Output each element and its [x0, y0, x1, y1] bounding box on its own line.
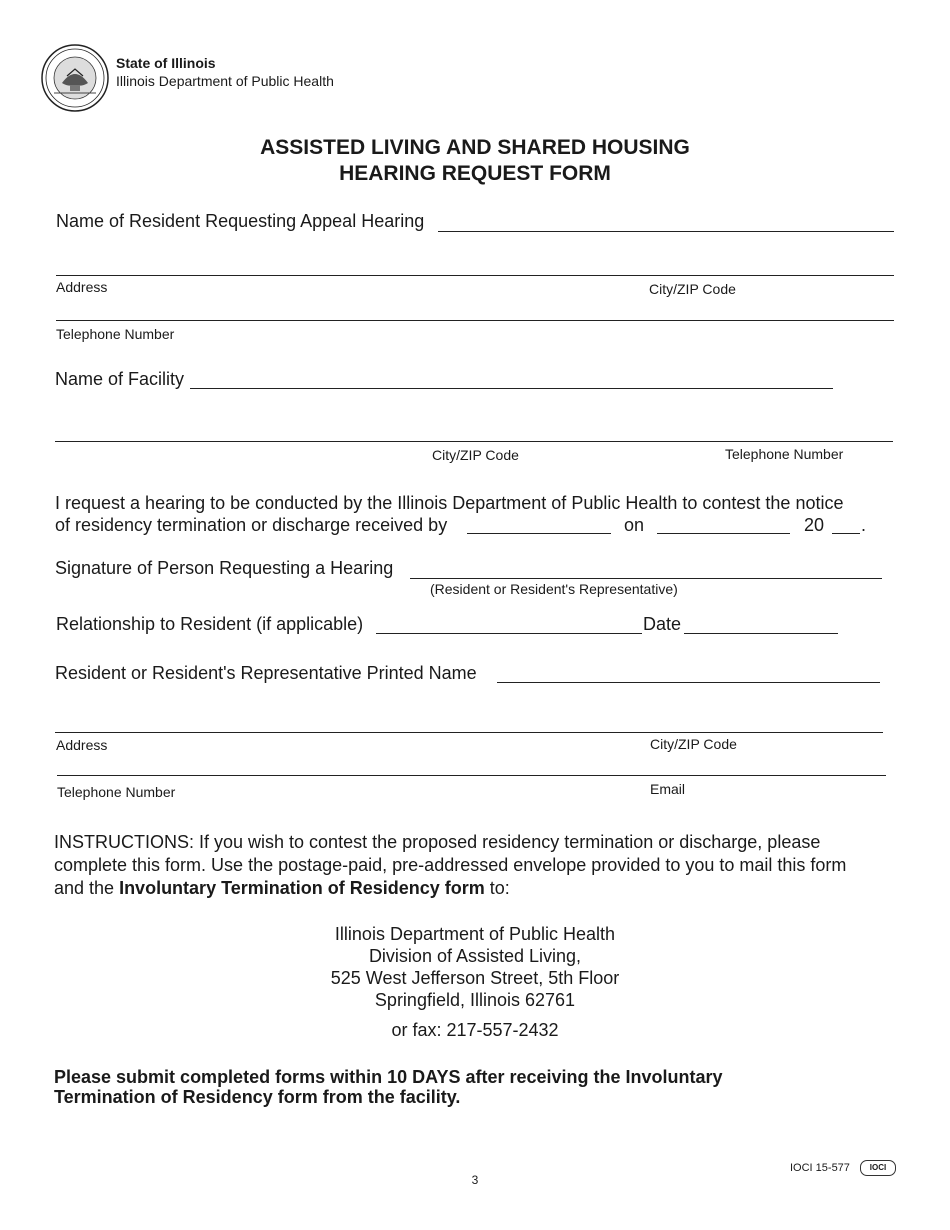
page-number: 3 — [471, 1173, 479, 1187]
rep-cityzip-label: City/ZIP Code — [650, 736, 737, 752]
form-title-line1: ASSISTED LIVING AND SHARED HOUSING — [260, 136, 690, 159]
request-year-prefix: 20 — [804, 515, 825, 535]
received-year-field[interactable] — [832, 533, 860, 534]
rep-phone-field[interactable] — [57, 775, 886, 776]
resident-cityzip-label: City/ZIP Code — [649, 281, 736, 297]
facility-name-label: Name of Facility — [55, 369, 185, 389]
facility-address-field[interactable] — [55, 441, 893, 442]
instructions-text1: : If you wish to contest the proposed residency termination or discharge, please — [189, 832, 821, 852]
signature-field[interactable] — [410, 578, 882, 579]
instructions-line2: complete this form. Use the postage-paid, pre-addressed envelope provided to you to mail this form — [54, 855, 847, 875]
mailing-fax: or fax: 217-557-2432 — [391, 1020, 559, 1040]
printer-mark-icon: IOCI — [860, 1160, 896, 1176]
received-date-field[interactable] — [657, 533, 790, 534]
resident-address-field[interactable] — [56, 275, 894, 276]
form-code: IOCI 15-577 — [790, 1162, 850, 1174]
request-on: on — [624, 515, 645, 535]
printed-name-label: Resident or Resident's Representative Printed Name — [55, 663, 477, 683]
header-state: State of Illinois — [116, 55, 216, 71]
date-field[interactable] — [684, 633, 838, 634]
resident-name-field[interactable] — [438, 231, 894, 232]
instructions-text3a: and the — [54, 878, 120, 898]
signature-sublabel: (Resident or Resident's Representative) — [430, 581, 678, 597]
printed-name-field[interactable] — [497, 682, 880, 683]
mailing-line4: Springfield, Illinois 62761 — [374, 990, 576, 1010]
rep-phone-label: Telephone Number — [57, 784, 176, 800]
rep-email-label: Email — [650, 781, 686, 797]
instructions-form-name: Involuntary Termination of Residency form — [119, 878, 485, 898]
signature-label: Signature of Person Requesting a Hearing — [55, 558, 394, 578]
request-text-line1: I request a hearing to be conducted by the Illinois Department of Public Health to contest the notice — [55, 493, 844, 513]
mailing-line2: Division of Assisted Living, — [368, 946, 582, 966]
facility-phone-label: Telephone Number — [725, 446, 844, 462]
resident-address-label: Address — [56, 279, 108, 295]
form-title-line2: HEARING REQUEST FORM — [339, 162, 611, 185]
header-department: Illinois Department of Public Health — [116, 73, 334, 89]
instructions-heading: INSTRUCTIONS — [54, 832, 189, 852]
state-seal — [40, 43, 110, 113]
resident-phone-field[interactable] — [56, 320, 894, 321]
instructions-text3b: to: — [484, 878, 510, 898]
request-text-line2: of residency termination or discharge received by — [55, 515, 448, 535]
rep-address-field[interactable] — [55, 732, 883, 733]
relationship-label: Relationship to Resident (if applicable) — [56, 614, 364, 634]
resident-phone-label: Telephone Number — [56, 326, 175, 342]
mailing-line1: Illinois Department of Public Health — [334, 924, 616, 944]
seal-icon — [40, 43, 110, 113]
instructions-line3 — [54, 877, 510, 900]
mailing-line3: 525 West Jefferson Street, 5th Floor — [330, 968, 620, 988]
resident-name-label: Name of Resident Requesting Appeal Hearing — [56, 211, 425, 231]
deadline-line2: Termination of Residency form from the facility. — [54, 1087, 461, 1107]
date-label: Date — [643, 614, 682, 634]
facility-cityzip-label: City/ZIP Code — [432, 447, 519, 463]
request-period: . — [861, 515, 867, 535]
rep-address-label: Address — [56, 737, 108, 753]
instructions-line1 — [54, 831, 820, 854]
deadline-line1: Please submit completed forms within 10 DAYS after receiving the Involuntary — [54, 1067, 723, 1087]
received-by-field[interactable] — [467, 533, 611, 534]
relationship-field[interactable] — [376, 633, 642, 634]
facility-name-field[interactable] — [190, 388, 833, 389]
